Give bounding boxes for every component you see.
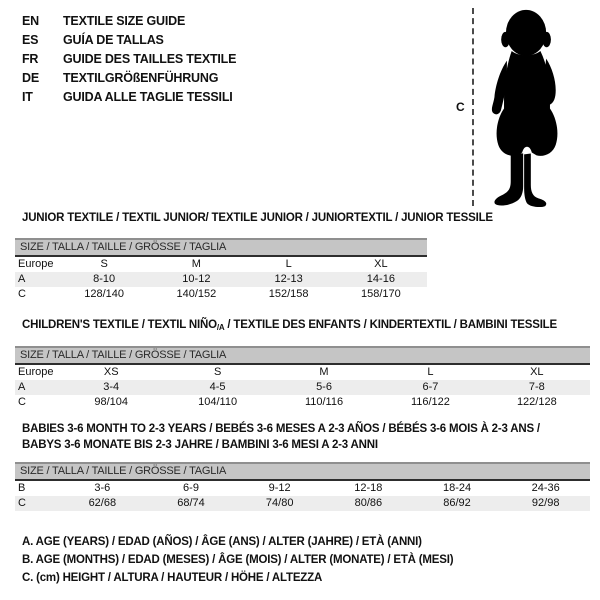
size-cell: L — [427, 366, 434, 378]
language-code: ES — [22, 33, 39, 47]
language-title: GUIDE DES TAILLES TEXTILE — [63, 52, 237, 66]
table-row-height — [15, 496, 590, 511]
height-cell: 98/104 — [94, 396, 129, 408]
size-cell: XL — [530, 366, 544, 378]
row-label: C — [18, 396, 26, 408]
height-cell: 110/116 — [304, 396, 344, 408]
table-row-age — [15, 380, 590, 395]
row-label: A — [18, 273, 26, 285]
legend-footnotes — [22, 533, 453, 587]
children-size-table — [15, 346, 590, 410]
height-cell: 128/140 — [84, 288, 124, 300]
height-cell: 158/170 — [360, 288, 401, 300]
table-row-height — [15, 395, 590, 410]
children-title-subscript: /A — [216, 323, 225, 332]
size-header-bar: SIZE / TALLA / TAILLE / GRÖSSE / TAGLIA — [15, 346, 590, 365]
height-cell: 80/86 — [354, 497, 383, 509]
language-code: IT — [22, 90, 33, 104]
age-cell: 12-13 — [274, 273, 303, 285]
table-row-europe — [15, 257, 427, 272]
height-cell: 152/158 — [268, 288, 309, 300]
height-cell: 116/122 — [410, 396, 450, 408]
children-section-title — [22, 319, 557, 332]
footnote-height-cm: C. (cm) HEIGHT / ALTURA / HAUTEUR / HÖHE / ALTEZZA — [22, 572, 323, 584]
row-label: B — [18, 482, 26, 494]
language-title: TEXTILGRÖßENFÜHRUNG — [63, 71, 219, 85]
size-cell: XS — [103, 366, 119, 378]
height-cell: 68/74 — [177, 497, 205, 509]
language-row-en — [22, 12, 236, 31]
row-label: C — [18, 497, 26, 509]
language-title: GUÍA DE TALLAS — [63, 33, 164, 47]
language-row-de — [22, 69, 236, 88]
language-list — [22, 12, 236, 107]
height-cell: 104/110 — [198, 396, 238, 408]
language-code: EN — [22, 14, 39, 28]
age-cell: 3-6 — [94, 482, 111, 494]
size-header-bar: SIZE / TALLA / TAILLE / GRÖSSE / TAGLIA — [15, 238, 427, 257]
table-row-age — [15, 272, 427, 287]
language-row-it — [22, 88, 236, 107]
language-row-es — [22, 31, 236, 50]
babies-size-table — [15, 462, 590, 511]
height-cell: 122/128 — [516, 396, 557, 408]
row-label: Europe — [18, 258, 54, 270]
size-header-bar: SIZE / TALLA / TAILLE / GRÖSSE / TAGLIA — [15, 462, 590, 481]
children-title-suffix: / TEXTILE DES ENFANTS / KINDERTEXTIL / BAMBINI TESSILE — [224, 319, 557, 331]
age-cell: 6-7 — [422, 381, 439, 393]
age-cell: 12-18 — [354, 482, 383, 494]
table-row-height — [15, 287, 427, 302]
height-cell: 140/152 — [176, 288, 217, 300]
toddler-silhouette-image — [479, 7, 575, 208]
language-title: GUIDA ALLE TAGLIE TESSILI — [63, 90, 233, 104]
age-cell: 10-12 — [182, 273, 211, 285]
age-cell: 6-9 — [183, 482, 199, 494]
row-label: Europe — [18, 366, 54, 378]
age-cell: 5-6 — [316, 381, 332, 393]
size-cell: S — [100, 258, 108, 270]
language-code: FR — [22, 52, 39, 66]
age-cell: 18-24 — [442, 482, 472, 494]
row-label: C — [18, 288, 26, 300]
height-cell: 74/80 — [265, 497, 294, 509]
height-cell: 92/98 — [531, 497, 560, 509]
age-cell: 8-10 — [93, 273, 116, 285]
age-cell: 4-5 — [209, 381, 226, 393]
table-row-europe — [15, 365, 590, 380]
babies-title-line2: BABYS 3-6 MONATE BIS 2-3 JAHRE / BAMBINI 3-6 MESI A 2-3 ANNI — [22, 439, 378, 451]
age-cell: 14-16 — [366, 273, 395, 285]
age-cell: 7-8 — [528, 381, 545, 393]
height-cell: 62/68 — [88, 497, 117, 509]
height-measure-label: C — [456, 100, 465, 114]
age-cell: 9-12 — [268, 482, 291, 494]
babies-title-line1: BABIES 3-6 MONTH TO 2-3 YEARS / BEBÉS 3-6 MESES A 2-3 AÑOS / BÉBÉS 3-6 MOIS À 2-3 ANS / — [22, 423, 540, 435]
footnote-age-years: A. AGE (YEARS) / EDAD (AÑOS) / ÂGE (ANS) / ALTER (JAHRE) / ETÀ (ANNI) — [22, 536, 422, 548]
footnote-age-months: B. AGE (MONTHS) / EDAD (MESES) / ÂGE (MOIS) / ALTER (MONATE) / ETÀ (MESI) — [22, 554, 454, 566]
age-cell: 3-4 — [103, 381, 120, 393]
table-row-age-months — [15, 481, 590, 496]
age-cell: 24-36 — [531, 482, 560, 494]
language-code: DE — [22, 71, 39, 85]
language-row-fr — [22, 50, 236, 69]
junior-section-title: JUNIOR TEXTILE / TEXTIL JUNIOR/ TEXTILE JUNIOR / JUNIORTEXTIL / JUNIOR TESSILE — [22, 212, 493, 224]
size-cell: M — [319, 366, 329, 378]
size-cell: S — [213, 366, 222, 378]
size-cell: M — [191, 258, 201, 270]
dotted-measure-line — [472, 8, 474, 206]
height-cell: 86/92 — [443, 497, 471, 509]
language-title: TEXTILE SIZE GUIDE — [63, 14, 186, 28]
row-label: A — [18, 381, 26, 393]
babies-section-title — [22, 421, 540, 453]
size-cell: L — [285, 258, 292, 270]
children-title-prefix: CHILDREN'S TEXTILE / TEXTIL NIÑO — [22, 319, 217, 331]
size-cell: XL — [374, 258, 388, 270]
junior-size-table — [15, 238, 427, 302]
